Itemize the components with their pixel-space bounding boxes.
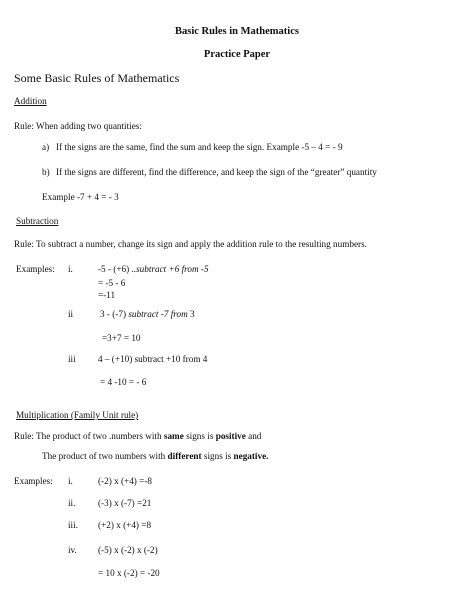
mult-rule1-bold-same: same xyxy=(163,431,184,441)
mult-rule1-bold-positive: positive xyxy=(215,431,246,441)
mult-ex2-marker: ii. xyxy=(68,498,76,508)
multiplication-rule-2 xyxy=(42,452,268,461)
addition-item-a-marker: a) xyxy=(42,142,50,152)
subtraction-ex1-expr: -5 - (+6) .. xyxy=(98,264,137,274)
subtraction-ex3-line1: 4 – (+10) subtract +10 from 4 xyxy=(98,354,208,364)
subtraction-ex3-line2: = 4 -10 = - 6 xyxy=(100,377,147,387)
subtraction-ex3-marker: iii xyxy=(68,354,76,364)
mult-ex4-line2: = 10 x (-2) = -20 xyxy=(98,568,160,578)
mult-rule1-prefix: Rule: The product of two .numbers with xyxy=(14,431,164,441)
subtraction-ex1-marker: i. xyxy=(68,264,73,274)
subtraction-ex2-marker: ii xyxy=(68,309,74,319)
multiplication-heading: Multiplication (Family Unit rule) xyxy=(16,410,139,420)
multiplication-rule-1 xyxy=(14,432,261,441)
page-title: Basic Rules in Mathematics xyxy=(175,26,299,37)
mult-rule2-prefix: The product of two numbers with xyxy=(42,451,168,461)
subtraction-ex2-expr: 3 - (-7) xyxy=(100,309,129,319)
addition-rule: Rule: When adding two quantities: xyxy=(14,121,142,131)
subtraction-ex2-line1 xyxy=(100,310,195,319)
subtraction-ex2-tail: 3 xyxy=(190,309,195,319)
subtraction-ex1-line1 xyxy=(98,265,209,274)
page-subtitle: Practice Paper xyxy=(203,49,271,60)
mult-ex4-text: (-5) x (-2) x (-2) xyxy=(98,545,158,555)
subtraction-rule: Rule: To subtract a number, change its sign and apply the addition rule to the resulting numbers. xyxy=(14,239,367,249)
mult-ex4-marker: iv. xyxy=(68,545,77,555)
addition-example: Example -7 + 4 = - 3 xyxy=(42,192,119,202)
mult-ex1-text: (-2) x (+4) =-8 xyxy=(98,476,152,486)
mult-rule1-suffix: and xyxy=(245,431,262,441)
mult-ex1-marker: i. xyxy=(68,476,73,486)
mult-rule1-mid: signs is xyxy=(183,431,216,441)
mult-rule2-bold-negative: negative. xyxy=(233,451,269,461)
subtraction-heading: Subtraction xyxy=(16,216,59,226)
addition-item-b-marker: b) xyxy=(42,167,50,177)
mult-ex2-text: (-3) x (-7) =21 xyxy=(98,498,152,508)
mult-ex3-marker: iii. xyxy=(68,520,78,530)
mult-rule2-bold-different: different xyxy=(167,451,202,461)
subtraction-ex1-line3: =-11 xyxy=(98,290,116,300)
addition-item-a-text: If the signs are the same, find the sum and keep the sign. Example -5 – 4 = - 9 xyxy=(56,142,343,152)
subtraction-ex2-note: subtract -7 from xyxy=(128,309,191,319)
multiplication-examples-label: Examples: xyxy=(14,476,53,486)
intro-heading: Some Basic Rules of Mathematics xyxy=(14,71,180,85)
subtraction-examples-label: Examples: xyxy=(16,264,55,274)
subtraction-ex2-line2: =3+7 = 10 xyxy=(102,333,141,343)
mult-rule2-mid: signs is xyxy=(201,451,234,461)
subtraction-ex1-line2: = -5 - 6 xyxy=(98,278,126,288)
addition-heading: Addition xyxy=(14,96,47,106)
subtraction-ex1-note: subtract +6 from -5 xyxy=(136,264,209,274)
addition-item-b-text: If the signs are different, find the difference, and keep the sign of the “greater” quantity xyxy=(56,167,377,177)
mult-ex3-text: (+2) x (+4) =8 xyxy=(98,520,152,530)
